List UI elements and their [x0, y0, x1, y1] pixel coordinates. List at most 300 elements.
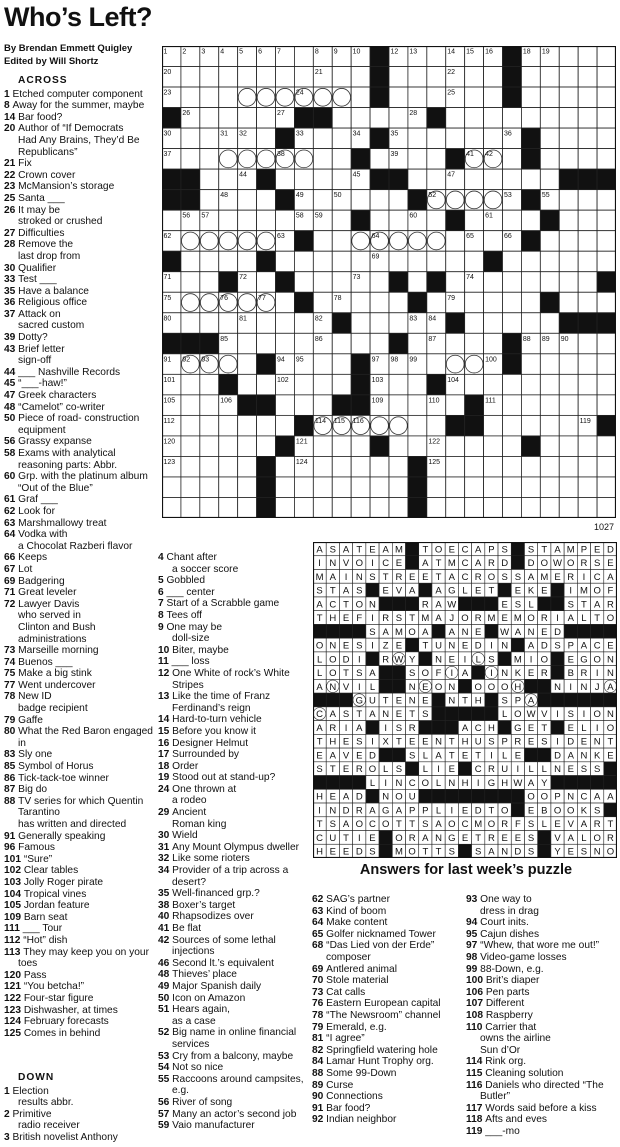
grid-cell[interactable] — [446, 67, 465, 88]
grid-cell[interactable] — [521, 395, 540, 416]
grid-cell[interactable] — [294, 477, 313, 498]
grid-cell[interactable] — [238, 108, 257, 129]
grid-cell[interactable] — [351, 46, 370, 67]
grid-cell[interactable] — [200, 354, 219, 375]
grid-cell[interactable] — [294, 169, 313, 190]
grid-cell[interactable] — [238, 497, 257, 518]
grid-cell[interactable] — [181, 313, 200, 334]
grid-cell[interactable] — [446, 128, 465, 149]
grid-cell[interactable] — [465, 374, 484, 395]
grid-cell[interactable] — [389, 354, 408, 375]
grid-cell[interactable] — [578, 374, 597, 395]
grid-cell[interactable] — [446, 251, 465, 272]
crossword-grid[interactable] — [162, 46, 616, 518]
grid-cell[interactable] — [484, 477, 503, 498]
grid-cell[interactable] — [370, 333, 389, 354]
grid-cell[interactable] — [200, 87, 219, 108]
grid-cell[interactable] — [597, 477, 616, 498]
grid-cell[interactable] — [313, 210, 332, 231]
grid-cell[interactable] — [181, 210, 200, 231]
grid-cell[interactable] — [219, 251, 238, 272]
grid-cell[interactable] — [427, 251, 446, 272]
grid-cell[interactable] — [540, 333, 559, 354]
grid-cell[interactable] — [162, 497, 181, 518]
grid-cell[interactable] — [484, 272, 503, 293]
grid-cell[interactable] — [578, 108, 597, 129]
grid-cell[interactable] — [313, 456, 332, 477]
grid-cell[interactable] — [351, 333, 370, 354]
grid-cell[interactable] — [559, 497, 578, 518]
grid-cell[interactable] — [389, 497, 408, 518]
grid-cell[interactable] — [521, 333, 540, 354]
grid-cell[interactable] — [389, 46, 408, 67]
grid-cell[interactable] — [294, 46, 313, 67]
grid-cell[interactable] — [313, 333, 332, 354]
grid-cell[interactable] — [219, 395, 238, 416]
grid-cell[interactable] — [559, 272, 578, 293]
grid-cell[interactable] — [276, 333, 295, 354]
grid-cell[interactable] — [332, 477, 351, 498]
grid-cell[interactable] — [276, 497, 295, 518]
grid-cell[interactable] — [540, 149, 559, 170]
grid-cell[interactable] — [351, 108, 370, 129]
grid-cell[interactable] — [313, 354, 332, 375]
grid-cell[interactable] — [503, 272, 522, 293]
grid-cell[interactable] — [446, 436, 465, 457]
grid-cell[interactable] — [370, 108, 389, 129]
grid-cell[interactable] — [276, 313, 295, 334]
grid-cell[interactable] — [332, 497, 351, 518]
grid-cell[interactable] — [219, 415, 238, 436]
grid-cell[interactable] — [446, 231, 465, 252]
grid-cell[interactable] — [181, 251, 200, 272]
grid-cell[interactable] — [540, 46, 559, 67]
grid-cell[interactable] — [465, 231, 484, 252]
grid-cell[interactable] — [521, 374, 540, 395]
grid-cell[interactable] — [408, 313, 427, 334]
grid-cell[interactable] — [257, 128, 276, 149]
grid-cell[interactable] — [370, 313, 389, 334]
grid-cell[interactable] — [257, 87, 276, 108]
grid-cell[interactable] — [257, 108, 276, 129]
grid-cell[interactable] — [276, 169, 295, 190]
grid-cell[interactable] — [465, 436, 484, 457]
grid-cell[interactable] — [162, 231, 181, 252]
grid-cell[interactable] — [370, 292, 389, 313]
grid-cell[interactable] — [540, 251, 559, 272]
grid-cell[interactable] — [578, 87, 597, 108]
grid-cell[interactable] — [578, 46, 597, 67]
grid-cell[interactable] — [465, 354, 484, 375]
grid-cell[interactable] — [446, 477, 465, 498]
grid-cell[interactable] — [238, 313, 257, 334]
grid-cell[interactable] — [484, 333, 503, 354]
grid-cell[interactable] — [332, 354, 351, 375]
grid-cell[interactable] — [427, 149, 446, 170]
grid-cell[interactable] — [370, 374, 389, 395]
grid-cell[interactable] — [427, 456, 446, 477]
grid-cell[interactable] — [559, 333, 578, 354]
grid-cell[interactable] — [294, 190, 313, 211]
grid-cell[interactable] — [540, 128, 559, 149]
grid-cell[interactable] — [219, 128, 238, 149]
grid-cell[interactable] — [389, 108, 408, 129]
grid-cell[interactable] — [465, 497, 484, 518]
grid-cell[interactable] — [427, 292, 446, 313]
grid-cell[interactable] — [521, 477, 540, 498]
grid-cell[interactable] — [238, 456, 257, 477]
grid-cell[interactable] — [219, 87, 238, 108]
grid-cell[interactable] — [446, 169, 465, 190]
grid-cell[interactable] — [351, 231, 370, 252]
grid-cell[interactable] — [597, 333, 616, 354]
grid-cell[interactable] — [294, 313, 313, 334]
grid-cell[interactable] — [540, 87, 559, 108]
grid-cell[interactable] — [578, 415, 597, 436]
grid-cell[interactable] — [446, 272, 465, 293]
grid-cell[interactable] — [484, 395, 503, 416]
grid-cell[interactable] — [503, 251, 522, 272]
grid-cell[interactable] — [389, 149, 408, 170]
grid-cell[interactable] — [559, 456, 578, 477]
grid-cell[interactable] — [162, 292, 181, 313]
grid-cell[interactable] — [597, 87, 616, 108]
grid-cell[interactable] — [578, 497, 597, 518]
grid-cell[interactable] — [540, 231, 559, 252]
grid-cell[interactable] — [276, 87, 295, 108]
grid-cell[interactable] — [162, 210, 181, 231]
grid-cell[interactable] — [332, 415, 351, 436]
grid-cell[interactable] — [238, 190, 257, 211]
grid-cell[interactable] — [484, 87, 503, 108]
grid-cell[interactable] — [276, 415, 295, 436]
grid-cell[interactable] — [219, 436, 238, 457]
grid-cell[interactable] — [219, 333, 238, 354]
grid-cell[interactable] — [200, 436, 219, 457]
grid-cell[interactable] — [257, 46, 276, 67]
grid-cell[interactable] — [503, 108, 522, 129]
grid-cell[interactable] — [484, 108, 503, 129]
grid-cell[interactable] — [351, 190, 370, 211]
grid-cell[interactable] — [332, 108, 351, 129]
grid-cell[interactable] — [408, 354, 427, 375]
grid-cell[interactable] — [332, 436, 351, 457]
grid-cell[interactable] — [294, 395, 313, 416]
grid-cell[interactable] — [597, 210, 616, 231]
grid-cell[interactable] — [200, 415, 219, 436]
grid-cell[interactable] — [238, 149, 257, 170]
grid-cell[interactable] — [578, 477, 597, 498]
grid-cell[interactable] — [389, 456, 408, 477]
grid-cell[interactable] — [540, 436, 559, 457]
grid-cell[interactable] — [389, 436, 408, 457]
grid-cell[interactable] — [597, 128, 616, 149]
grid-cell[interactable] — [257, 374, 276, 395]
grid-cell[interactable] — [294, 67, 313, 88]
grid-cell[interactable] — [408, 231, 427, 252]
grid-cell[interactable] — [276, 46, 295, 67]
grid-cell[interactable] — [238, 87, 257, 108]
grid-cell[interactable] — [313, 87, 332, 108]
grid-cell[interactable] — [294, 87, 313, 108]
grid-cell[interactable] — [370, 415, 389, 436]
grid-cell[interactable] — [540, 456, 559, 477]
grid-cell[interactable] — [238, 128, 257, 149]
grid-cell[interactable] — [294, 149, 313, 170]
grid-cell[interactable] — [238, 415, 257, 436]
grid-cell[interactable] — [200, 374, 219, 395]
grid-cell[interactable] — [332, 67, 351, 88]
grid-cell[interactable] — [559, 395, 578, 416]
grid-cell[interactable] — [597, 231, 616, 252]
grid-cell[interactable] — [389, 251, 408, 272]
grid-cell[interactable] — [540, 354, 559, 375]
grid-cell[interactable] — [503, 190, 522, 211]
grid-cell[interactable] — [238, 272, 257, 293]
grid-cell[interactable] — [484, 149, 503, 170]
grid-cell[interactable] — [446, 333, 465, 354]
grid-cell[interactable] — [484, 374, 503, 395]
grid-cell[interactable] — [181, 128, 200, 149]
grid-cell[interactable] — [332, 87, 351, 108]
grid-cell[interactable] — [503, 169, 522, 190]
grid-cell[interactable] — [408, 169, 427, 190]
grid-cell[interactable] — [559, 415, 578, 436]
grid-cell[interactable] — [313, 251, 332, 272]
grid-cell[interactable] — [162, 149, 181, 170]
grid-cell[interactable] — [257, 333, 276, 354]
grid-cell[interactable] — [294, 128, 313, 149]
grid-cell[interactable] — [294, 333, 313, 354]
grid-cell[interactable] — [540, 313, 559, 334]
grid-cell[interactable] — [465, 67, 484, 88]
grid-cell[interactable] — [503, 477, 522, 498]
grid-cell[interactable] — [332, 169, 351, 190]
grid-cell[interactable] — [181, 354, 200, 375]
grid-cell[interactable] — [294, 272, 313, 293]
grid-cell[interactable] — [332, 251, 351, 272]
grid-cell[interactable] — [276, 251, 295, 272]
grid-cell[interactable] — [238, 210, 257, 231]
grid-cell[interactable] — [351, 456, 370, 477]
grid-cell[interactable] — [559, 354, 578, 375]
grid-cell[interactable] — [332, 46, 351, 67]
grid-cell[interactable] — [313, 395, 332, 416]
grid-cell[interactable] — [238, 354, 257, 375]
grid-cell[interactable] — [257, 313, 276, 334]
grid-cell[interactable] — [351, 128, 370, 149]
grid-cell[interactable] — [484, 169, 503, 190]
grid-cell[interactable] — [408, 374, 427, 395]
grid-cell[interactable] — [540, 67, 559, 88]
grid-cell[interactable] — [427, 333, 446, 354]
grid-cell[interactable] — [465, 292, 484, 313]
grid-cell[interactable] — [200, 67, 219, 88]
grid-cell[interactable] — [351, 313, 370, 334]
grid-cell[interactable] — [408, 272, 427, 293]
grid-cell[interactable] — [162, 354, 181, 375]
grid-cell[interactable] — [200, 210, 219, 231]
grid-cell[interactable] — [294, 374, 313, 395]
grid-cell[interactable] — [597, 46, 616, 67]
grid-cell[interactable] — [597, 395, 616, 416]
grid-cell[interactable] — [465, 108, 484, 129]
grid-cell[interactable] — [427, 354, 446, 375]
grid-cell[interactable] — [465, 169, 484, 190]
grid-cell[interactable] — [351, 67, 370, 88]
grid-cell[interactable] — [446, 108, 465, 129]
grid-cell[interactable] — [597, 67, 616, 88]
grid-cell[interactable] — [427, 497, 446, 518]
grid-cell[interactable] — [200, 169, 219, 190]
grid-cell[interactable] — [503, 128, 522, 149]
grid-cell[interactable] — [484, 231, 503, 252]
grid-cell[interactable] — [559, 436, 578, 457]
grid-cell[interactable] — [446, 456, 465, 477]
grid-cell[interactable] — [276, 374, 295, 395]
grid-cell[interactable] — [276, 354, 295, 375]
grid-cell[interactable] — [446, 395, 465, 416]
grid-cell[interactable] — [238, 333, 257, 354]
grid-cell[interactable] — [200, 108, 219, 129]
grid-cell[interactable] — [181, 374, 200, 395]
grid-cell[interactable] — [503, 292, 522, 313]
grid-cell[interactable] — [484, 354, 503, 375]
grid-cell[interactable] — [521, 415, 540, 436]
grid-cell[interactable] — [313, 272, 332, 293]
grid-cell[interactable] — [540, 272, 559, 293]
grid-cell[interactable] — [370, 210, 389, 231]
grid-cell[interactable] — [503, 456, 522, 477]
grid-cell[interactable] — [200, 477, 219, 498]
grid-cell[interactable] — [427, 477, 446, 498]
grid-cell[interactable] — [597, 190, 616, 211]
grid-cell[interactable] — [238, 477, 257, 498]
grid-cell[interactable] — [578, 395, 597, 416]
grid-cell[interactable] — [389, 67, 408, 88]
grid-cell[interactable] — [162, 456, 181, 477]
grid-cell[interactable] — [370, 149, 389, 170]
grid-cell[interactable] — [181, 67, 200, 88]
grid-cell[interactable] — [484, 415, 503, 436]
grid-cell[interactable] — [540, 374, 559, 395]
grid-cell[interactable] — [540, 415, 559, 436]
grid-cell[interactable] — [162, 436, 181, 457]
grid-cell[interactable] — [370, 477, 389, 498]
grid-cell[interactable] — [238, 251, 257, 272]
grid-cell[interactable] — [446, 497, 465, 518]
grid-cell[interactable] — [578, 149, 597, 170]
grid-cell[interactable] — [559, 374, 578, 395]
grid-cell[interactable] — [257, 272, 276, 293]
grid-cell[interactable] — [313, 292, 332, 313]
grid-cell[interactable] — [559, 128, 578, 149]
grid-cell[interactable] — [332, 190, 351, 211]
grid-cell[interactable] — [162, 272, 181, 293]
grid-cell[interactable] — [503, 395, 522, 416]
grid-cell[interactable] — [578, 210, 597, 231]
grid-cell[interactable] — [332, 456, 351, 477]
grid-cell[interactable] — [276, 395, 295, 416]
grid-cell[interactable] — [597, 108, 616, 129]
grid-cell[interactable] — [257, 190, 276, 211]
grid-cell[interactable] — [427, 395, 446, 416]
grid-cell[interactable] — [521, 87, 540, 108]
grid-cell[interactable] — [313, 67, 332, 88]
grid-cell[interactable] — [219, 231, 238, 252]
grid-cell[interactable] — [578, 128, 597, 149]
grid-cell[interactable] — [408, 395, 427, 416]
grid-cell[interactable] — [313, 190, 332, 211]
grid-cell[interactable] — [597, 354, 616, 375]
grid-cell[interactable] — [597, 251, 616, 272]
grid-cell[interactable] — [427, 210, 446, 231]
grid-cell[interactable] — [181, 415, 200, 436]
grid-cell[interactable] — [521, 313, 540, 334]
grid-cell[interactable] — [332, 272, 351, 293]
grid-cell[interactable] — [313, 436, 332, 457]
grid-cell[interactable] — [351, 477, 370, 498]
grid-cell[interactable] — [294, 354, 313, 375]
grid-cell[interactable] — [162, 46, 181, 67]
grid-cell[interactable] — [503, 374, 522, 395]
grid-cell[interactable] — [294, 456, 313, 477]
grid-cell[interactable] — [294, 436, 313, 457]
grid-cell[interactable] — [238, 169, 257, 190]
grid-cell[interactable] — [200, 251, 219, 272]
grid-cell[interactable] — [389, 292, 408, 313]
grid-cell[interactable] — [484, 292, 503, 313]
grid-cell[interactable] — [219, 456, 238, 477]
grid-cell[interactable] — [559, 149, 578, 170]
grid-cell[interactable] — [408, 108, 427, 129]
grid-cell[interactable] — [465, 190, 484, 211]
grid-cell[interactable] — [465, 149, 484, 170]
grid-cell[interactable] — [219, 292, 238, 313]
grid-cell[interactable] — [559, 67, 578, 88]
grid-cell[interactable] — [332, 210, 351, 231]
grid-cell[interactable] — [200, 313, 219, 334]
grid-cell[interactable] — [578, 67, 597, 88]
grid-cell[interactable] — [313, 149, 332, 170]
grid-cell[interactable] — [597, 456, 616, 477]
grid-cell[interactable] — [370, 354, 389, 375]
grid-cell[interactable] — [540, 169, 559, 190]
grid-cell[interactable] — [351, 87, 370, 108]
grid-cell[interactable] — [484, 46, 503, 67]
grid-cell[interactable] — [559, 292, 578, 313]
grid-cell[interactable] — [408, 210, 427, 231]
grid-cell[interactable] — [257, 210, 276, 231]
grid-cell[interactable] — [389, 415, 408, 436]
grid-cell[interactable] — [313, 497, 332, 518]
grid-cell[interactable] — [503, 497, 522, 518]
grid-cell[interactable] — [181, 108, 200, 129]
grid-cell[interactable] — [351, 251, 370, 272]
grid-cell[interactable] — [200, 497, 219, 518]
grid-cell[interactable] — [521, 67, 540, 88]
grid-cell[interactable] — [389, 374, 408, 395]
grid-cell[interactable] — [313, 169, 332, 190]
grid-cell[interactable] — [408, 415, 427, 436]
grid-cell[interactable] — [465, 477, 484, 498]
grid-cell[interactable] — [181, 477, 200, 498]
grid-cell[interactable] — [389, 210, 408, 231]
grid-cell[interactable] — [276, 149, 295, 170]
grid-cell[interactable] — [162, 313, 181, 334]
grid-cell[interactable] — [521, 251, 540, 272]
grid-cell[interactable] — [238, 231, 257, 252]
